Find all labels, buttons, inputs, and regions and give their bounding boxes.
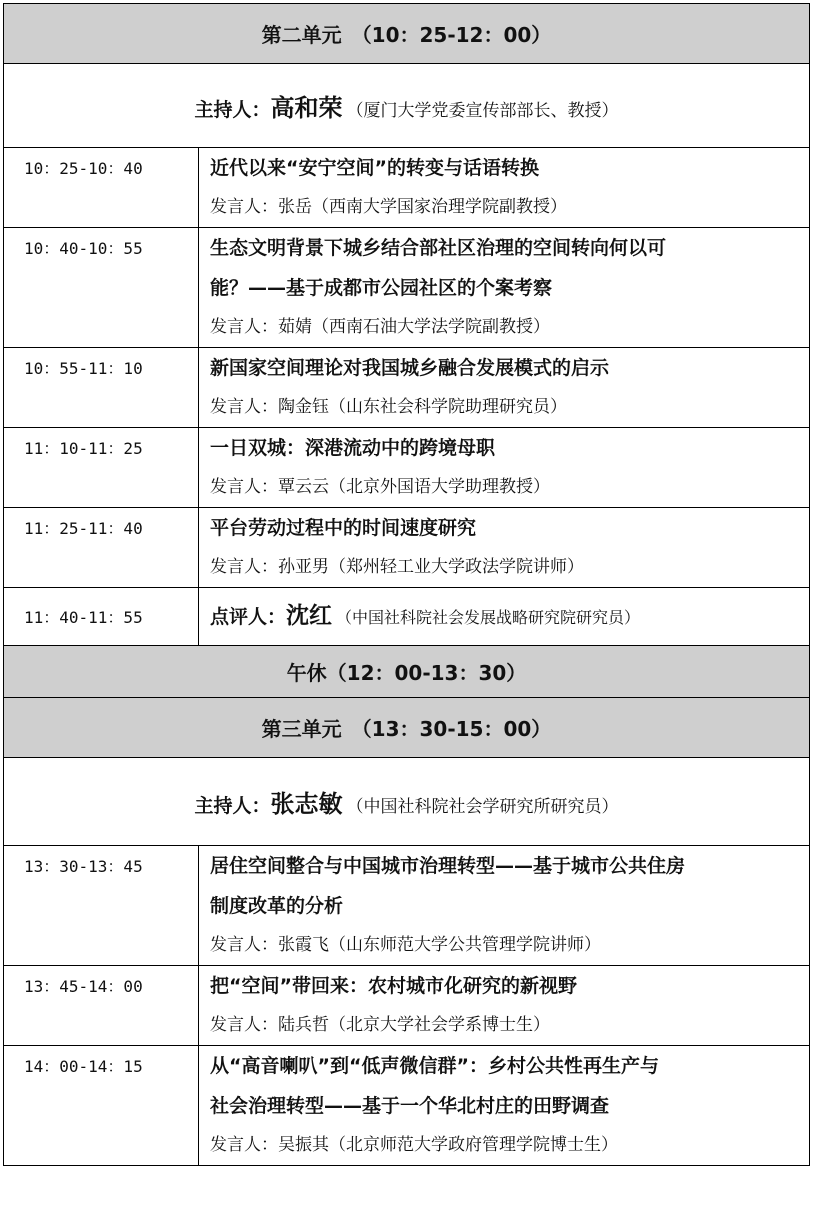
session-title: 平台劳动过程中的时间速度研究 xyxy=(210,517,477,539)
session-speaker: 发言人：茹婧（西南石油大学法学院副教授） xyxy=(210,317,550,337)
table-row xyxy=(4,228,810,348)
session-speaker: 发言人：张霞飞（山东师范大学公共管理学院讲师） xyxy=(210,935,601,955)
table-row xyxy=(4,1046,810,1166)
session-time: 11：25-11：40 xyxy=(4,508,199,588)
session-title: 生态文明背景下城乡结合部社区治理的空间转向何以可 xyxy=(210,237,667,259)
session-content xyxy=(199,508,810,588)
session-time: 11：10-11：25 xyxy=(4,428,199,508)
session-title: 制度改革的分析 xyxy=(210,895,344,917)
lunch-row xyxy=(4,646,810,698)
commentator-name: 沈红 xyxy=(286,603,333,629)
commentary-row xyxy=(4,588,810,646)
unit2-host-affiliation: （厦门大学党委宣传部部长、教授） xyxy=(346,101,619,121)
lunch-header: 午休（12：00-13：30） xyxy=(4,646,810,698)
session-title: 社会治理转型——基于一个华北村庄的田野调查 xyxy=(210,1095,610,1117)
session-speaker: 发言人：孙亚男（郑州轻工业大学政法学院讲师） xyxy=(210,557,584,577)
commentary-time: 11：40-11：55 xyxy=(4,588,199,646)
session-title: 一日双城：深港流动中的跨境母职 xyxy=(210,437,496,459)
commentator-affiliation: （中国社科院社会发展战略研究院研究员） xyxy=(336,608,641,627)
session-title: 能？——基于成都市公园社区的个案考察 xyxy=(210,277,553,299)
unit2-header-row xyxy=(4,4,810,64)
session-title: 居住空间整合与中国城市治理转型——基于城市公共住房 xyxy=(210,855,686,877)
session-time: 14：00-14：15 xyxy=(4,1046,199,1166)
session-content xyxy=(199,1046,810,1166)
unit2-header: 第二单元 （10：25-12：00） xyxy=(4,4,810,64)
session-content xyxy=(199,148,810,228)
table-row xyxy=(4,428,810,508)
session-time: 13：30-13：45 xyxy=(4,846,199,966)
table-row xyxy=(4,348,810,428)
table-row xyxy=(4,966,810,1046)
session-content xyxy=(199,228,810,348)
session-time: 10：25-10：40 xyxy=(4,148,199,228)
unit2-host-row xyxy=(4,64,810,148)
unit2-host-label: 主持人： xyxy=(194,99,271,121)
session-title: 近代以来“安宁空间”的转变与话语转换 xyxy=(210,157,539,179)
session-time: 13：45-14：00 xyxy=(4,966,199,1046)
session-speaker: 发言人：吴振其（北京师范大学政府管理学院博士生） xyxy=(210,1135,618,1155)
session-content xyxy=(199,846,810,966)
table-row xyxy=(4,846,810,966)
unit3-header-row xyxy=(4,698,810,758)
session-title: 把“空间”带回来：农村城市化研究的新视野 xyxy=(210,975,577,997)
session-content xyxy=(199,428,810,508)
commentary-content xyxy=(199,588,810,646)
session-title: 从“高音喇叭”到“低声微信群”：乡村公共性再生产与 xyxy=(210,1055,659,1077)
table-row xyxy=(4,508,810,588)
table-row xyxy=(4,148,810,228)
unit3-host-affiliation: （中国社科院社会学研究所研究员） xyxy=(346,797,619,817)
session-time: 10：40-10：55 xyxy=(4,228,199,348)
unit2-host-name: 高和荣 xyxy=(270,94,343,122)
session-time: 10：55-11：10 xyxy=(4,348,199,428)
schedule-table xyxy=(3,3,810,1166)
unit3-host-label: 主持人： xyxy=(194,795,271,817)
unit3-header: 第三单元 （13：30-15：00） xyxy=(4,698,810,758)
unit3-host-row xyxy=(4,758,810,846)
session-speaker: 发言人：张岳（西南大学国家治理学院副教授） xyxy=(210,197,567,217)
session-title: 新国家空间理论对我国城乡融合发展模式的启示 xyxy=(210,357,610,379)
unit3-host xyxy=(4,758,810,846)
commentator-label: 点评人： xyxy=(210,606,287,628)
unit3-host-name: 张志敏 xyxy=(270,790,343,818)
session-speaker: 发言人：陶金钰（山东社会科学院助理研究员） xyxy=(210,397,567,417)
session-content xyxy=(199,966,810,1046)
session-speaker: 发言人：覃云云（北京外国语大学助理教授） xyxy=(210,477,550,497)
unit2-host xyxy=(4,64,810,148)
session-content xyxy=(199,348,810,428)
session-speaker: 发言人：陆兵哲（北京大学社会学系博士生） xyxy=(210,1015,550,1035)
